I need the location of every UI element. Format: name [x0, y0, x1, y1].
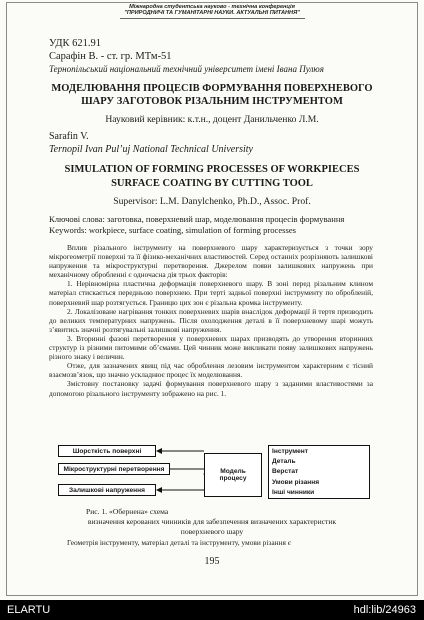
- institution-en: Ternopil Ivan Pul’uj National Technical University: [49, 144, 253, 155]
- input-residual-stress-box: Залишкові напруження: [58, 484, 156, 496]
- paragraph: Отже, для зазначених явищ під час оброблення лезовим інструментом характерним є тісний взаємозв’язок, що значно ускладнює процес їх моделювання.: [49, 361, 373, 380]
- author-ua: Сарафін В. - ст. гр. МТм-51: [49, 51, 172, 62]
- body-text: [49, 243, 373, 398]
- paragraph: 3. Вторинні фазові перетворення у поверхневих шарах призводять до утворення вторинних структур із різними питомими об’ємами. Цей чинник може викликати появу залишкових напружень різного знаку і величин.: [49, 333, 373, 362]
- controlled-factors-list: [272, 447, 319, 498]
- paragraph: Змістовну постановку задачі формування поверхневого шару з заданими властивостями за допомогою різального інструменту зображено на рис. 1.: [49, 379, 373, 398]
- factor-tool: Інструмент: [272, 448, 308, 455]
- institution-ua: Тернопільський національний технічний університет імені Івана Пулюя: [49, 64, 324, 74]
- conference-header-line1: Міжнародна студентська науково - технічна конференція: [129, 4, 295, 10]
- model-label-line1: Модель: [220, 468, 246, 475]
- figure-caption-line3: поверхневого шару: [180, 527, 244, 536]
- title-ua-line1: МОДЕЛЮВАННЯ ПРОЦЕСІВ ФОРМУВАННЯ ПОВЕРХНЕВОГО: [51, 83, 373, 94]
- title-en-line2: SURFACE COATING BY CUTTING TOOL: [111, 178, 313, 189]
- factor-other: Інші чинники: [272, 488, 315, 496]
- input-roughness-box: Шорсткість поверхні: [58, 445, 156, 457]
- paragraph: 1. Нерівномірна пластична деформація поверхневого шару. В зоні перед різальним клином матеріал стискається передньою поверхнею. При терті задньої поверхні інструменту по обробленій, поверхневий шар розтягується. Границю цих зон є різальна кромка інструменту.: [49, 279, 373, 307]
- title-en-line1: SIMULATION OF FORMING PROCESSES OF WORKPIECES: [64, 164, 360, 175]
- supervisor-en: Supervisor: L.M. Danylchenko, Ph.D., Assoc. Prof.: [113, 196, 311, 207]
- handle-id[interactable]: hdl:lib/24963: [353, 604, 416, 616]
- keywords-en: Keywords: workpiece, surface coating, simulation of forming processes: [49, 225, 296, 235]
- paragraph: Вплив різального інструменту на поверхневого шару характеризується з точки зору мікрогеометрії поверхні та її фізико-механічних властивостей. Серед останніх розрізняють залишкові напруження та мікроструктурні перетворення. Джерелом появи залишкових напружень при механічному обробленні є одночасна дія трьох факторів:: [49, 243, 373, 280]
- header-divider: [120, 18, 305, 19]
- supervisor-ua: Науковий керівник: к.т.н., доцент Данильченко Л.М.: [105, 114, 319, 125]
- title-ua-line2: ШАРУ ЗАГОТОВОК РІЗАЛЬНИМ ІНСТРУМЕНТОМ: [81, 96, 343, 107]
- udc-code: УДК 621.91: [49, 38, 102, 49]
- factor-part: Деталь: [272, 458, 296, 466]
- process-model-box: [204, 453, 262, 497]
- figure-caption-line2: визначення керованих чинників для забезпечення визначених характеристик: [87, 517, 337, 526]
- paragraph: 2. Локалізоване нагрівання тонких поверхневих шарів внаслідок деформації й тертя призводить до великих температурних напружень. Після охолодження деталі в її поверхневому шарі можуть з’явитись значні розтягувальні залишкові напруження.: [49, 306, 373, 334]
- figure-1-diagram: [54, 443, 372, 505]
- factor-machine: Верстат: [272, 468, 299, 476]
- figure-caption-line1: Рис. 1. «Обернена» схема: [86, 507, 169, 516]
- factor-cutting-conditions: Умови різання: [272, 478, 320, 486]
- keywords-ua: Ключові слова: заготовка, поверхневий шар, моделювання процесів формування: [49, 214, 345, 224]
- last-line: Геометрія інструменту, матеріал деталі та інструменту, умови різання є: [67, 538, 291, 547]
- conference-header-line2: "ПРИРОДНИЧІ ТА ГУМАНІТАРНІ НАУКИ. АКТУАЛЬНІ ПИТАННЯ": [124, 10, 300, 16]
- input-microstructure-box: Мікроструктурні перетворення: [58, 463, 170, 475]
- author-en: Sarafin V.: [49, 131, 89, 142]
- page-number: 195: [204, 556, 220, 567]
- repository-footer: [0, 600, 424, 620]
- repository-name: ELARTU: [7, 604, 51, 616]
- model-label-line2: процесу: [219, 475, 247, 482]
